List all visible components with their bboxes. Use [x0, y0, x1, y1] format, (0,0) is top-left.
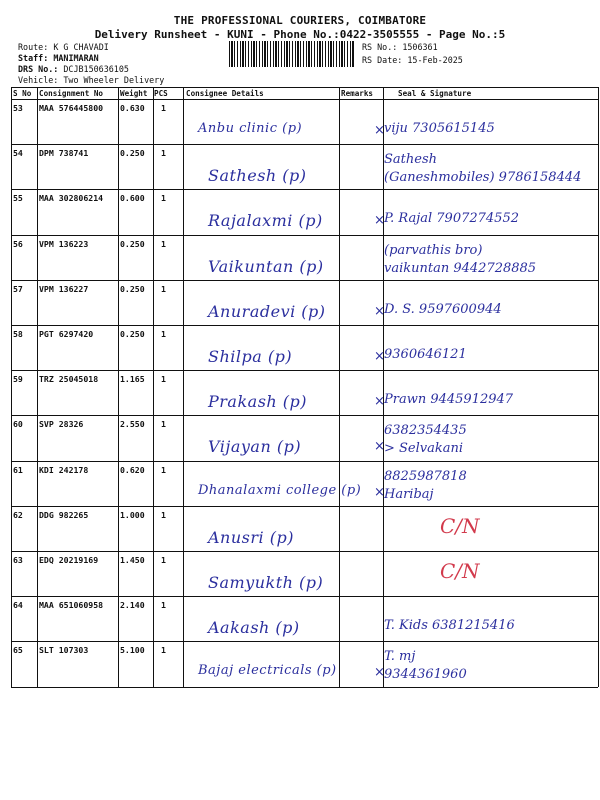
row-sno: 63 [13, 555, 23, 565]
drs-value: DCJB150636105 [63, 64, 129, 74]
route-value: K G CHAVADI [53, 42, 109, 52]
signature-handwritten: 9360646121 [384, 347, 467, 362]
remark-cross-mark: × [374, 484, 385, 500]
signature-secondary-handwritten: > Selvakani [384, 441, 464, 457]
company-title: THE PROFESSIONAL COURIERS, COIMBATORE [173, 14, 427, 27]
row-sno: 65 [13, 645, 23, 656]
row-pcs: 1 [161, 464, 166, 475]
row-consignee-handwritten: Vaikuntan (p) [208, 256, 324, 276]
route-label: Route: [18, 42, 49, 52]
row-consignee-handwritten: Aakash (p) [208, 618, 300, 638]
row-consignee-handwritten: Bajaj electricals (p) [198, 663, 337, 679]
row-consignment-no: DDG 982265 [39, 509, 89, 520]
route-line [18, 42, 109, 52]
rs-date-value: 15-Feb-2025 [407, 55, 463, 65]
row-consignment-no: MAA 651060958 [39, 600, 104, 611]
table-row-divider [11, 415, 598, 416]
row-consignee-handwritten: Dhanalaxmi college (p) [198, 482, 362, 498]
row-sno: 60 [13, 419, 23, 430]
row-pcs: 1 [161, 148, 166, 159]
row-weight: 2.140 [120, 600, 145, 611]
header-pcs: PCS [154, 89, 168, 98]
staff-value: MANIMARAN [53, 53, 99, 63]
rs-date-label: RS Date: [362, 55, 403, 65]
table-row-divider [11, 461, 598, 462]
header-sno: S No [13, 89, 32, 98]
row-pcs: 1 [161, 645, 166, 656]
signature-handwritten: D. S. 9597600944 [384, 301, 502, 317]
table-row-divider [11, 641, 598, 642]
row-weight: 0.630 [120, 103, 145, 113]
row-pcs: 1 [161, 238, 166, 249]
rs-date-line [362, 55, 463, 65]
row-pcs: 1 [161, 283, 166, 294]
signature-handwritten: (parvathis bro) [384, 242, 483, 258]
row-sno: 56 [13, 238, 23, 249]
table-row-divider [11, 189, 598, 190]
cn-red-marking: C/N [440, 559, 480, 583]
signature-handwritten: 6382354435 [384, 423, 467, 439]
row-consignee-handwritten: Anbu clinic (p) [198, 121, 303, 136]
remark-cross-mark: × [374, 665, 385, 681]
row-weight: 1.450 [120, 555, 145, 565]
table-row-divider [11, 280, 598, 281]
signature-secondary-handwritten: Haribaj [384, 486, 434, 502]
row-pcs: 1 [161, 555, 166, 565]
runsheet-subtitle: Delivery Runsheet - KUNI - Phone No.:0422-3505555 - Page No.:5 [94, 28, 506, 41]
row-consignment-no: SLT 107303 [39, 645, 89, 656]
rs-no-value: 1506361 [402, 42, 438, 52]
drs-label: DRS No.: [18, 64, 59, 74]
row-weight: 0.250 [120, 238, 145, 249]
header-consignment-no: Consignment No [39, 89, 104, 98]
row-sno: 62 [13, 509, 23, 520]
rs-no-line [362, 42, 438, 52]
signature-handwritten: 8825987818 [384, 468, 467, 484]
row-pcs: 1 [161, 103, 166, 113]
row-pcs: 1 [161, 600, 166, 611]
remark-cross-mark: × [374, 123, 385, 138]
signature-secondary-handwritten: vaikuntan 9442728885 [384, 260, 537, 276]
row-consignment-no: PGT 6297420 [39, 329, 94, 339]
row-consignment-no: EDQ 20219169 [39, 555, 99, 565]
table-row-divider [11, 144, 598, 145]
rs-no-label: RS No.: [362, 42, 398, 52]
runsheet-table [11, 87, 598, 787]
row-consignee-handwritten: Rajalaxmi (p) [208, 211, 323, 231]
table-row-divider [11, 687, 598, 688]
row-weight: 1.165 [120, 374, 145, 385]
table-row-divider [11, 506, 598, 507]
row-consignee-handwritten: Prakash (p) [208, 392, 308, 412]
signature-handwritten: Sathesh [384, 152, 437, 168]
row-sno: 58 [13, 329, 23, 339]
signature-secondary-handwritten: (Ganeshmobiles) 9786158444 [384, 170, 582, 186]
table-row-divider [11, 87, 598, 88]
signature-handwritten: P. Rajal 7907274552 [384, 211, 519, 227]
signature-handwritten: T. mj [384, 649, 416, 665]
row-consignment-no: VPM 136223 [39, 238, 89, 249]
row-sno: 61 [13, 464, 23, 475]
row-pcs: 1 [161, 193, 166, 204]
remark-cross-mark: × [374, 349, 385, 364]
row-weight: 0.620 [120, 464, 145, 475]
row-consignment-no: DPM 738741 [39, 148, 89, 159]
remark-cross-mark: × [374, 394, 385, 410]
row-consignee-handwritten: Anusri (p) [208, 527, 294, 547]
row-consignment-no: TRZ 25045018 [39, 374, 99, 385]
signature-handwritten: T. Kids 6381215416 [384, 618, 515, 634]
row-sno: 55 [13, 193, 23, 204]
table-row-divider [11, 325, 598, 326]
vehicle-value: Two Wheeler Delivery [63, 75, 165, 85]
vehicle-line [18, 75, 164, 85]
row-consignment-no: MAA 302806214 [39, 193, 104, 204]
row-pcs: 1 [161, 329, 166, 339]
row-consignee-handwritten: Vijayan (p) [208, 437, 302, 457]
vehicle-label: Vehicle: [18, 75, 59, 85]
remark-cross-mark: × [374, 303, 385, 319]
row-consignee-handwritten: Samyukth (p) [208, 573, 324, 592]
row-pcs: 1 [161, 419, 166, 430]
table-row-divider [11, 551, 598, 552]
barcode [229, 41, 355, 67]
row-weight: 0.250 [120, 148, 145, 159]
row-sno: 57 [13, 283, 23, 294]
row-weight: 1.000 [120, 509, 145, 520]
signature-handwritten: viju 7305615145 [384, 121, 495, 136]
row-sno: 53 [13, 103, 23, 113]
row-consignment-no: SVP 28326 [39, 419, 84, 430]
staff-label: Staff: [18, 53, 49, 63]
table-row-divider [11, 235, 598, 236]
row-weight: 0.250 [120, 283, 145, 294]
cn-red-marking: C/N [440, 513, 480, 538]
row-weight: 0.600 [120, 193, 145, 204]
row-weight: 5.100 [120, 645, 145, 656]
row-consignee-handwritten: Shilpa (p) [208, 347, 293, 366]
drs-line [18, 64, 129, 74]
header-remarks: Remarks [341, 89, 374, 98]
row-sno: 59 [13, 374, 23, 385]
row-pcs: 1 [161, 374, 166, 385]
row-pcs: 1 [161, 509, 166, 520]
row-consignee-handwritten: Anuradevi (p) [208, 301, 326, 321]
row-weight: 2.550 [120, 419, 145, 430]
signature-handwritten: Prawn 9445912947 [384, 392, 514, 408]
header-seal-signature: Seal & Signature [398, 89, 472, 98]
staff-line [18, 53, 99, 63]
row-consignment-no: VPM 136227 [39, 283, 89, 294]
signature-secondary-handwritten: 9344361960 [384, 667, 467, 683]
table-row-divider [11, 370, 598, 371]
header-consignee-details: Consignee Details [186, 89, 264, 98]
remark-cross-mark: × [374, 439, 385, 455]
row-consignee-handwritten: Sathesh (p) [208, 166, 307, 186]
row-sno: 64 [13, 600, 23, 611]
row-consignment-no: MAA 576445800 [39, 103, 104, 113]
table-row-divider [11, 99, 598, 100]
row-consignment-no: KDI 242178 [39, 464, 89, 475]
row-sno: 54 [13, 148, 23, 159]
table-row-divider [11, 596, 598, 597]
row-weight: 0.250 [120, 329, 145, 339]
header-weight: Weight [120, 89, 148, 98]
table-column-divider [598, 87, 599, 687]
remark-cross-mark: × [374, 213, 385, 229]
